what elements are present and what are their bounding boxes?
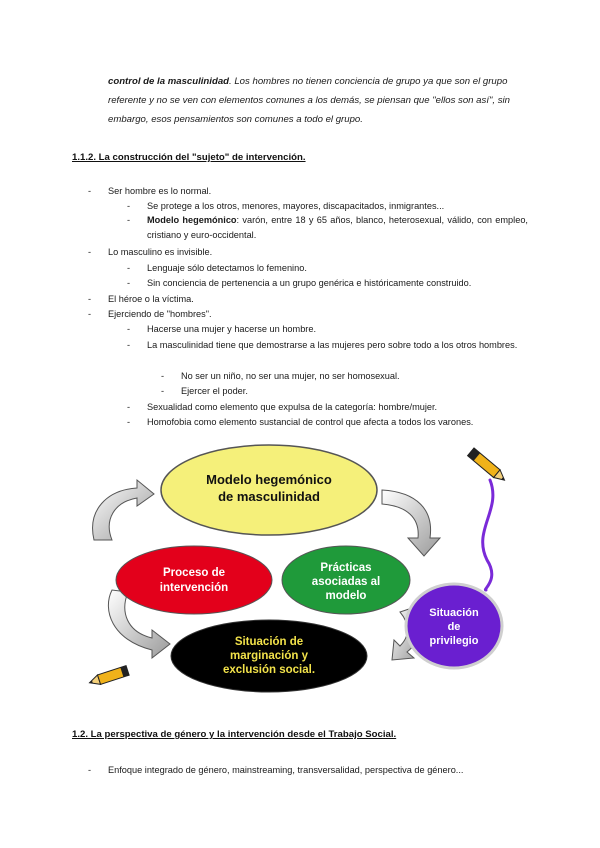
- intro-paragraph: [108, 72, 526, 129]
- masculinity-cycle-diagram: [82, 440, 527, 700]
- purple-squiggle-line: [483, 480, 493, 590]
- intro-text: . Los hombres no tienen conciencia de grupo ya que son el grupo referente y no se ven con elementos comunes a los demás, se piensan que "ellos son así", sin embargo, esos pensamientos son comunes a todo el grupo.: [108, 76, 510, 125]
- list-item: - Hacerse una mujer y hacerse un hombre.: [127, 324, 317, 334]
- ellipse-left-line1: Proceso de: [163, 567, 225, 579]
- ellipse-intervention-process: [116, 546, 272, 614]
- list-item: - Ejercer el poder.: [161, 386, 248, 396]
- cycle-arrow-top-right: [382, 490, 440, 556]
- ellipse-left-line2: intervención: [159, 582, 229, 594]
- list-item: - No ser un niño, no ser una mujer, no ser homosexual.: [161, 371, 400, 381]
- ellipse-top-line1: Modelo hegemónico: [206, 472, 332, 487]
- list-item: - La masculinidad tiene que demostrarse a las mujeres pero sobre todo a los otros hombres.: [127, 340, 518, 350]
- section-heading-1-1-2: 1.1.2. La construcción del "sujeto" de intervención.: [72, 152, 306, 163]
- list-item: - Lenguaje sólo detectamos lo femenino.: [127, 263, 307, 273]
- model-bold: Modelo hegemónico: [147, 215, 237, 225]
- list-item: - Sexualidad como elemento que expulsa de la categoría: hombre/mujer.: [127, 402, 438, 412]
- ellipse-right-line2: asociadas al: [311, 576, 381, 588]
- list-item: - Homofobia como elemento sustancial de control que afecta a todos los varones.: [127, 417, 474, 427]
- circle-line1: Situación: [429, 607, 479, 619]
- circle-line2: de: [447, 621, 461, 633]
- pen-icon-top: [468, 448, 508, 484]
- ellipse-bottom-line3: exclusión social.: [222, 664, 316, 676]
- list-item: - El héroe o la víctima.: [88, 294, 194, 304]
- list-item: - Ser hombre es lo normal.: [88, 186, 212, 196]
- circle-line3: privilegio: [429, 635, 479, 647]
- cycle-arrow-top-left: [93, 480, 154, 540]
- list-item: - Enfoque integrado de género, mainstreaming, transversalidad, perspectiva de género...: [88, 765, 464, 775]
- list-item: - Modelo hegemónico: varón, entre 18 y 65 años, blanco, heterosexual, válido, con empleo, cristiano y euro-occidental.: [127, 215, 528, 240]
- ellipse-bottom-line2: marginación y: [230, 650, 308, 662]
- list-item: - Se protege a los otros, menores, mayores, discapacitados, inmigrantes...: [127, 201, 445, 211]
- ellipse-top-line2: de masculinidad: [218, 489, 320, 504]
- ellipse-bottom-line1: Situación de: [234, 636, 304, 648]
- pen-icon-bottom: [88, 666, 129, 688]
- ellipse-right-line1: Prácticas: [320, 562, 372, 574]
- list-item: - Ejerciendo de "hombres".: [88, 309, 212, 319]
- ellipse-right-line3: modelo: [325, 590, 367, 602]
- section-heading-1-2: 1.2. La perspectiva de género y la intervención desde el Trabajo Social.: [72, 729, 397, 740]
- intro-bold: control de la masculinidad: [108, 76, 230, 87]
- list-item: - Sin conciencia de pertenencia a un grupo genérica e históricamente construido.: [127, 278, 472, 288]
- list-item: - Lo masculino es invisible.: [88, 247, 213, 257]
